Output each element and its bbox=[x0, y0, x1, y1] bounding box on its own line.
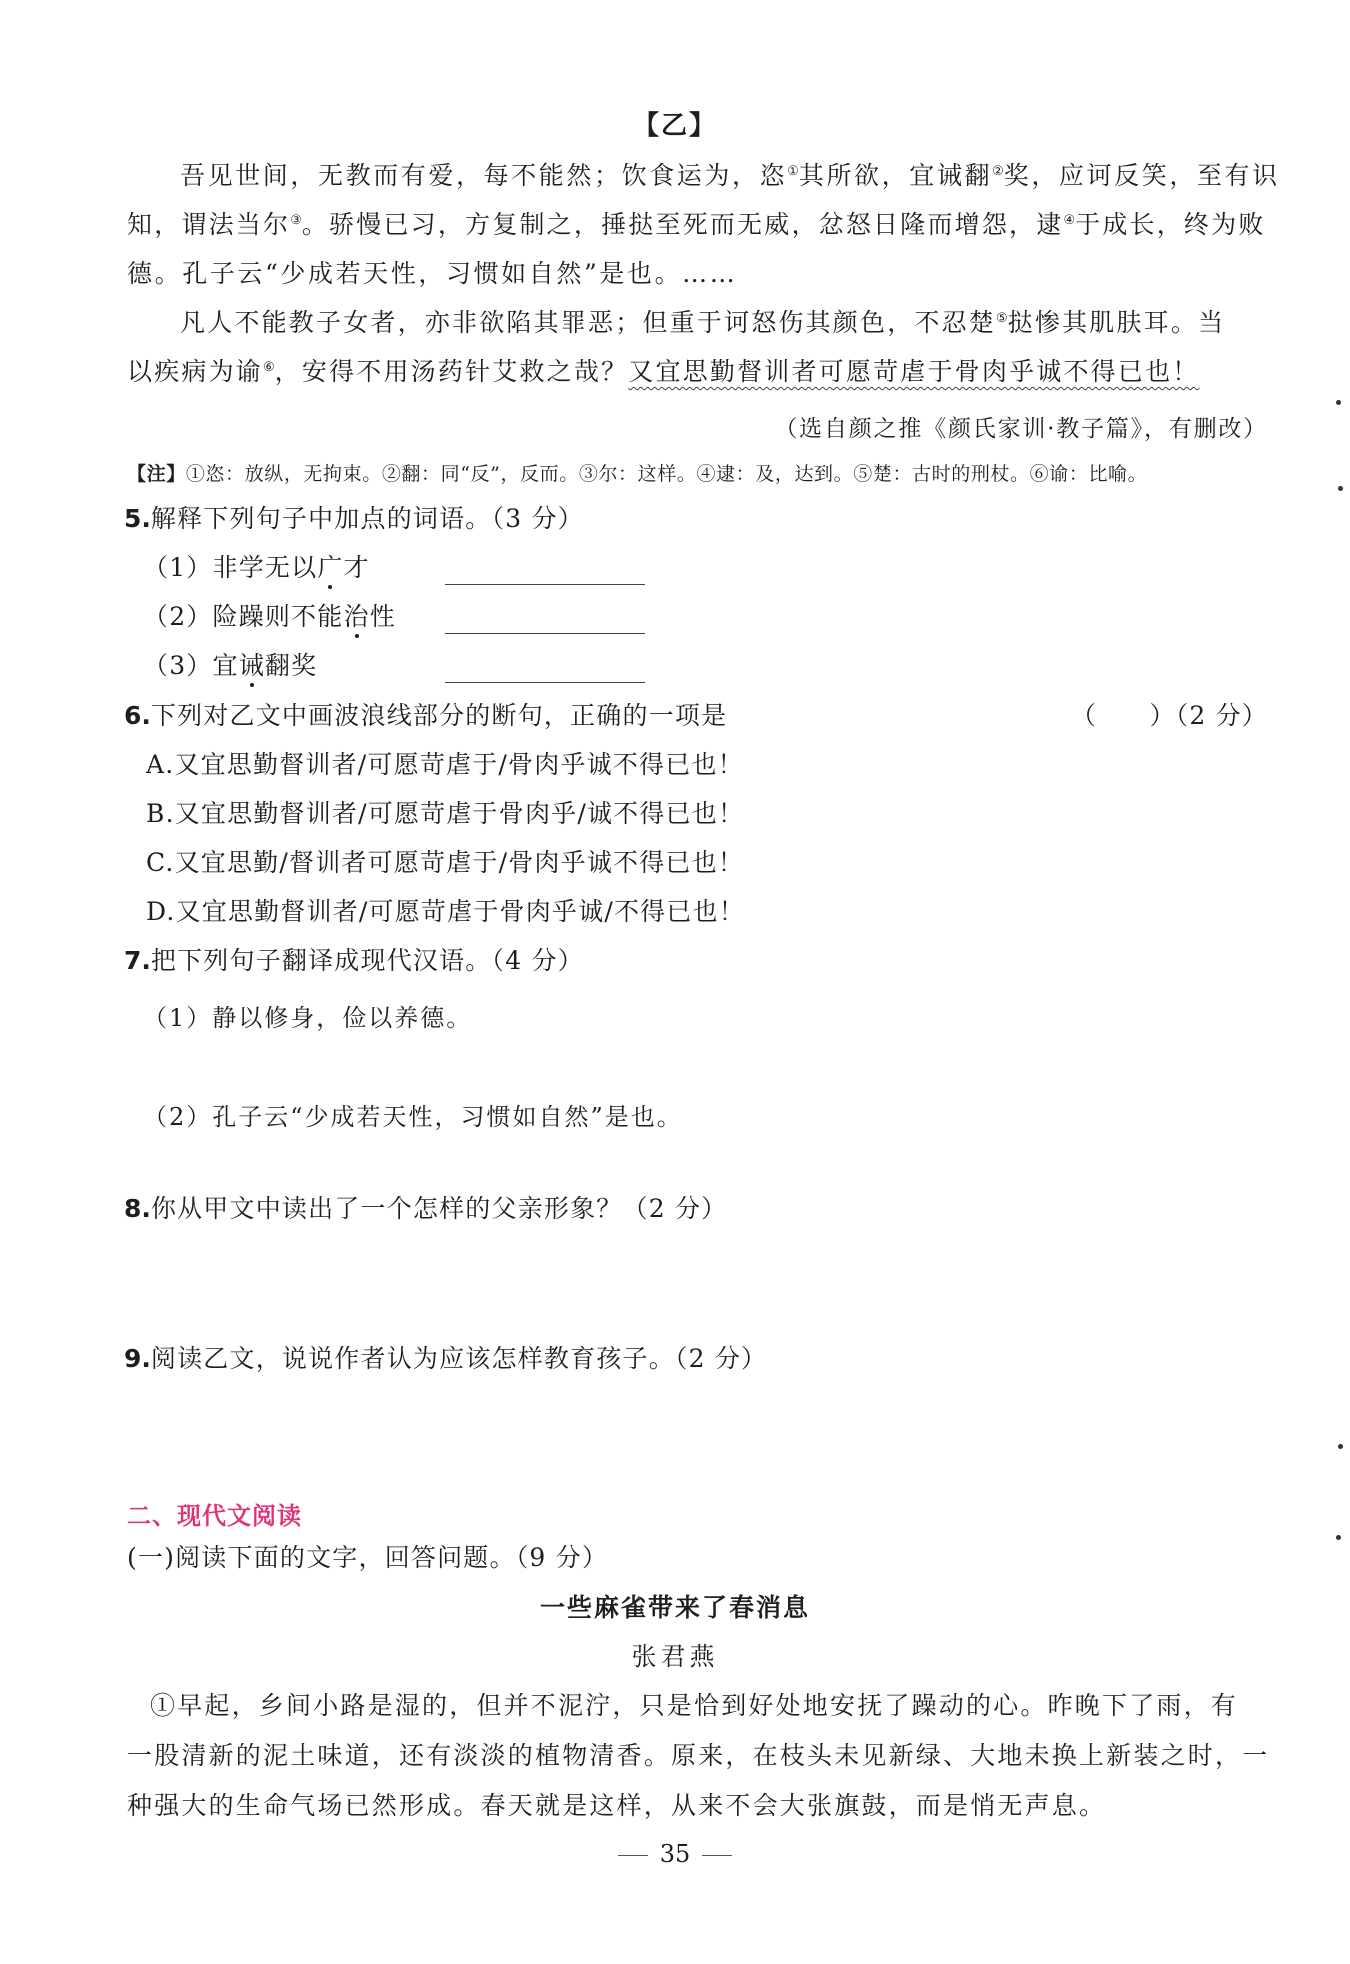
passage-text: 凡人不能教子女者，亦非欲陷其罪恶；但重于诃怒伤其颜色，不忍楚 bbox=[180, 308, 997, 337]
answer-blank-3[interactable] bbox=[445, 682, 645, 683]
footnote-marker: ⑥ bbox=[263, 360, 275, 375]
answer-blank-2[interactable] bbox=[445, 633, 645, 634]
footnote-marker: ② bbox=[992, 164, 1004, 179]
article-line: 一股清新的泥土味道，还有淡淡的植物清香。原来，在枝头未见新绿、大地未换上新装之时，一 bbox=[127, 1741, 1270, 1770]
q7-item-2: （2）孔子云“少成若天性，习惯如自然”是也。 bbox=[143, 1103, 683, 1131]
passage-text: 。骄慢已习，方复制之，捶挞至死而无威，忿怒日隆而增怨，逮 bbox=[301, 210, 1064, 239]
passage-text: 挞惨其肌肤耳。当 bbox=[1007, 308, 1226, 337]
passage-text: ，安得不用汤药针艾救之哉？ bbox=[274, 357, 629, 386]
question-text: 阅读乙文，说说作者认为应该怎样教育孩子。（2 分） bbox=[150, 1344, 768, 1373]
item-text: （3）宜 bbox=[143, 651, 239, 680]
q5-item-3 bbox=[143, 653, 317, 678]
footnote-marker: ⑤ bbox=[996, 311, 1008, 326]
passage-text: 以疾病为谕 bbox=[127, 357, 264, 386]
item-text: （1）非学无以 bbox=[143, 553, 318, 582]
scan-mark bbox=[1336, 1535, 1341, 1540]
passage-line: 德。孔子云“少成若天性，习惯如自然”是也。…… bbox=[127, 259, 738, 288]
q6-option-b[interactable]: B.又宜思勤督训者/可愿苛虐于骨肉乎/诚不得已也！ bbox=[146, 799, 745, 828]
passage-text: 吾见世间，无教而有爱，每不能然；饮食运为，恣 bbox=[180, 161, 788, 190]
passage-text: 知，谓法当尔 bbox=[127, 210, 291, 239]
dotted-word: 诫 bbox=[238, 651, 265, 680]
wavy-underlined-sentence: 又宜思勤督训者可愿苛虐于骨肉乎诚不得已也！ bbox=[628, 357, 1200, 386]
q5-item-2 bbox=[143, 604, 396, 629]
page-number: 35 bbox=[659, 1840, 691, 1868]
q6-option-d[interactable]: D.又宜思勤督训者/可愿苛虐于骨肉乎诚/不得已也！ bbox=[146, 897, 745, 926]
passage-line bbox=[127, 212, 1266, 237]
page-footer bbox=[0, 1840, 1350, 1868]
footer-dash bbox=[618, 1855, 648, 1856]
q7-item-1: （1）静以修身，俭以养德。 bbox=[143, 1004, 473, 1032]
q6-option-a[interactable]: A.又宜思勤督训者/可愿苛虐于/骨肉乎诚不得已也！ bbox=[146, 750, 744, 779]
passage-line bbox=[127, 359, 1199, 384]
article-line: 种强大的生命气场已然形成。春天就是这样，从来不会大张旗鼓，而是悄无声息。 bbox=[127, 1791, 1107, 1820]
question-number: 8. bbox=[124, 1194, 151, 1223]
q6-option-c[interactable]: C.又宜思勤/督训者可愿苛虐于/骨肉乎诚不得已也！ bbox=[146, 848, 745, 877]
footnote-marker: ④ bbox=[1063, 213, 1076, 228]
question-6 bbox=[124, 703, 727, 728]
answer-bracket[interactable]: （ ）（2 分） bbox=[1070, 701, 1268, 730]
notes-label: 【注】 bbox=[127, 463, 186, 485]
question-9 bbox=[124, 1346, 767, 1371]
scan-mark bbox=[1336, 400, 1341, 405]
question-text: 把下列句子翻译成现代汉语。（4 分） bbox=[150, 946, 584, 975]
section-instruction: (一)阅读下面的文字，回答问题。（9 分） bbox=[127, 1543, 609, 1572]
question-7 bbox=[124, 948, 584, 973]
item-text: 才 bbox=[343, 553, 370, 582]
dotted-word: 广 bbox=[317, 553, 344, 582]
article-author: 张君燕 bbox=[631, 1642, 719, 1671]
scan-mark bbox=[1338, 486, 1343, 491]
article-title: 一些麻雀带来了春消息 bbox=[539, 1593, 810, 1622]
notes-text: ①恣：放纵，无拘束。②翻：同“反”，反而。③尔：这样。④逮：及，达到。⑤楚：古时的刑杖。⑥谕：比喻。 bbox=[185, 463, 1148, 485]
footer-dash bbox=[702, 1855, 732, 1856]
passage-line bbox=[180, 163, 1280, 188]
question-text: 解释下列句子中加点的词语。（3 分） bbox=[150, 504, 584, 533]
article-line: ①早起，乡间小路是湿的，但并不泥泞，只是恰到好处地安抚了躁动的心。昨晚下了雨，有 bbox=[150, 1691, 1239, 1720]
item-text: （2）险躁则不能 bbox=[143, 602, 344, 631]
question-number: 6. bbox=[124, 701, 151, 730]
passage-line bbox=[180, 310, 1225, 335]
question-number: 7. bbox=[124, 946, 151, 975]
item-text: 性 bbox=[369, 602, 396, 631]
item-text: 翻奖 bbox=[264, 651, 318, 680]
question-number: 9. bbox=[124, 1344, 151, 1373]
question-number: 5. bbox=[124, 504, 151, 533]
question-8 bbox=[124, 1196, 727, 1221]
passage-text: 于成长，终为败 bbox=[1075, 210, 1266, 239]
question-text: 下列对乙文中画波浪线部分的断句，正确的一项是 bbox=[150, 701, 728, 730]
footnote-marker: ③ bbox=[290, 213, 302, 228]
footnote-marker: ① bbox=[787, 164, 799, 179]
answer-blank-1[interactable] bbox=[445, 584, 645, 585]
question-text: 你从甲文中读出了一个怎样的父亲形象？（2 分） bbox=[150, 1194, 728, 1223]
question-5 bbox=[124, 506, 584, 531]
dotted-word: 治 bbox=[343, 602, 370, 631]
q5-item-1 bbox=[143, 555, 370, 580]
passage-notes bbox=[127, 459, 1147, 486]
passage-text: 奖，应诃反笑，至有识 bbox=[1003, 161, 1280, 190]
section-heading: 二、现代文阅读 bbox=[127, 1502, 302, 1530]
passage-label: 【乙】 bbox=[632, 111, 717, 141]
scan-mark bbox=[1338, 1444, 1343, 1449]
passage-text: 其所欲，宜诫翻 bbox=[798, 161, 993, 190]
passage-source: （选自颜之推《颜氏家训·教子篇》，有删改） bbox=[774, 416, 1268, 442]
